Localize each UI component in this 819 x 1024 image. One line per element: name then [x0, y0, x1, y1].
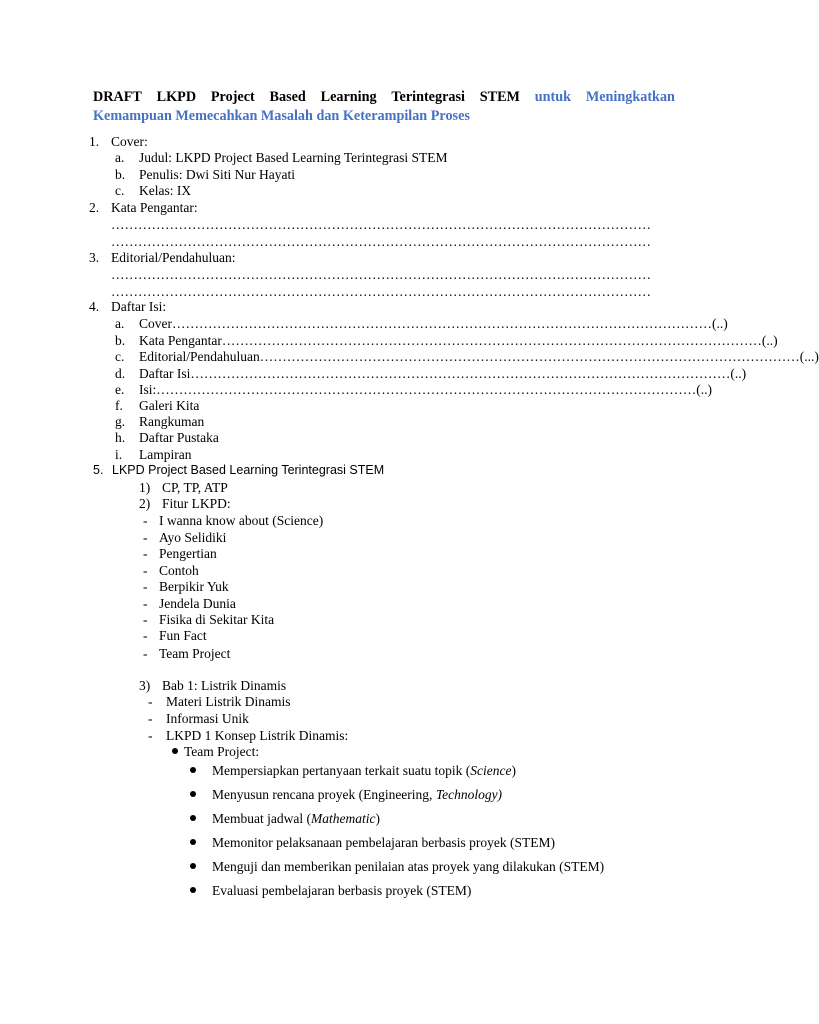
- toc-dots: …………………………………………………………………………………………………………: [259, 349, 800, 364]
- dotted-line: …………………………………………………………………………………………………………: [111, 234, 651, 249]
- bullet-icon: [190, 767, 196, 773]
- toc-entry: [139, 366, 747, 382]
- fitur-item: Ayo Selidiki: [159, 530, 227, 545]
- team-step: [212, 883, 471, 899]
- toc-label: Galeri Kita: [139, 398, 200, 413]
- dash: -: [143, 579, 148, 594]
- bab1-item: Materi Listrik Dinamis: [166, 694, 291, 709]
- team-project-heading: Team Project:: [184, 744, 260, 759]
- dash: -: [143, 563, 148, 578]
- list-number: 1.: [89, 134, 100, 149]
- fitur-item: Fun Fact: [159, 628, 207, 643]
- team-step: [212, 763, 516, 779]
- dash: -: [143, 612, 148, 627]
- sub-letter: h.: [115, 430, 126, 445]
- title-word: Based: [269, 89, 306, 105]
- dash: -: [148, 711, 153, 726]
- toc-dots: …………………………………………………………………………………………………………: [172, 316, 712, 331]
- sub-letter: f.: [115, 398, 123, 413]
- bab1-item: LKPD 1 Konsep Listrik Dinamis:: [166, 728, 349, 743]
- fitur-item: I wanna know about (Science): [159, 513, 324, 528]
- step-emphasis: Mathematic: [310, 811, 376, 826]
- dash: -: [143, 646, 148, 661]
- sub-item-bab1: Bab 1: Listrik Dinamis: [162, 678, 287, 693]
- sub-item-cp: CP, TP, ATP: [162, 480, 228, 495]
- cover-class: Kelas: IX: [139, 183, 192, 198]
- title-word: Learning: [320, 89, 377, 105]
- sub-letter: a.: [115, 150, 125, 165]
- list-number: 2.: [89, 200, 100, 215]
- list-number: 5.: [93, 463, 104, 477]
- team-step: [212, 835, 555, 851]
- dotted-line: …………………………………………………………………………………………………………: [111, 217, 651, 232]
- toc-label: Kata Pengantar: [139, 333, 222, 348]
- title-word: LKPD: [156, 89, 197, 105]
- bullet-icon: [190, 863, 196, 869]
- dash: -: [143, 596, 148, 611]
- cover-title: Judul: LKPD Project Based Learning Terintegrasi STEM: [139, 150, 448, 165]
- section-cover: Cover:: [111, 134, 148, 149]
- sub-letter: i.: [115, 447, 123, 462]
- step-text: ): [511, 763, 517, 778]
- title-word: STEM: [479, 89, 520, 105]
- toc-label: Rangkuman: [139, 414, 205, 429]
- section-kata-pengantar: Kata Pengantar:: [111, 200, 198, 215]
- step-text: ): [375, 811, 380, 826]
- sub-number: 1): [139, 480, 151, 495]
- toc-label: Lampiran: [139, 447, 192, 462]
- toc-label: Daftar Isi: [139, 366, 191, 381]
- dash: -: [148, 728, 153, 743]
- sub-letter: a.: [115, 316, 125, 331]
- toc-entry: [139, 333, 778, 349]
- section-editorial: Editorial/Pendahuluan:: [111, 250, 236, 265]
- fitur-item: Fisika di Sekitar Kita: [159, 612, 275, 627]
- toc-dots: …………………………………………………………………………………………………………: [221, 333, 762, 348]
- dash: -: [143, 530, 148, 545]
- cover-author: Penulis: Dwi Siti Nur Hayati: [139, 167, 295, 182]
- bullet-icon: [190, 791, 196, 797]
- title-word-blue: untuk: [534, 89, 572, 105]
- bab1-item: Informasi Unik: [166, 711, 249, 726]
- step-text: Menguji dan memberikan penilaian atas proyek yang dilakukan (STEM): [212, 859, 605, 874]
- section-lkpd: LKPD Project Based Learning Terintegrasi STEM: [112, 463, 385, 477]
- sub-item-fitur: Fitur LKPD:: [162, 496, 231, 511]
- toc-page: (..): [730, 366, 747, 381]
- fitur-item: Berpikir Yuk: [159, 579, 229, 594]
- step-emphasis: Technology): [435, 787, 503, 802]
- fitur-item: Contoh: [159, 563, 199, 578]
- toc-label: Isi:: [139, 382, 157, 397]
- dash: -: [148, 694, 153, 709]
- toc-page: (..): [696, 382, 713, 397]
- fitur-item: Jendela Dunia: [159, 596, 236, 611]
- toc-dots: …………………………………………………………………………………………………………: [156, 382, 697, 397]
- section-daftar-isi: Daftar Isi:: [111, 299, 167, 314]
- dotted-line: …………………………………………………………………………………………………………: [111, 284, 651, 299]
- sub-letter: d.: [115, 366, 126, 381]
- dotted-line: …………………………………………………………………………………………………………: [111, 267, 651, 282]
- sub-number: 3): [139, 678, 151, 693]
- step-text: Memonitor pelaksanaan pembelajaran berbasis proyek (STEM): [212, 835, 556, 850]
- toc-page: (..): [761, 333, 778, 348]
- team-step: [212, 787, 502, 803]
- bullet-icon: [190, 839, 196, 845]
- list-number: 4.: [89, 299, 100, 314]
- toc-label: Daftar Pustaka: [139, 430, 219, 445]
- step-text: Evaluasi pembelajaran berbasis proyek (STEM): [212, 883, 472, 898]
- dash: -: [143, 546, 148, 561]
- fitur-item: Pengertian: [159, 546, 217, 561]
- team-step: [212, 811, 380, 827]
- step-text: Membuat jadwal (: [212, 811, 311, 826]
- fitur-item: Team Project: [159, 646, 231, 661]
- sub-number: 2): [139, 496, 151, 511]
- sub-letter: c.: [115, 349, 125, 364]
- toc-entry: [139, 382, 713, 398]
- bullet-icon: [190, 815, 196, 821]
- title-word: Project: [210, 89, 255, 105]
- step-emphasis: Science: [470, 763, 512, 778]
- sub-letter: c.: [115, 183, 125, 198]
- bullet-icon: [172, 748, 178, 754]
- sub-letter: b.: [115, 333, 126, 348]
- step-text: Mempersiapkan pertanyaan terkait suatu topik (: [212, 763, 471, 778]
- title-line-1: [93, 88, 675, 107]
- toc-label: Editorial/Pendahuluan: [139, 349, 260, 364]
- dash: -: [143, 513, 148, 528]
- team-step: [212, 859, 604, 875]
- sub-letter: b.: [115, 167, 126, 182]
- list-number: 3.: [89, 250, 100, 265]
- title-word: DRAFT: [93, 89, 142, 105]
- toc-label: Cover: [139, 316, 172, 331]
- toc-entry: [139, 349, 819, 365]
- toc-dots: …………………………………………………………………………………………………………: [190, 366, 731, 381]
- toc-page: (..): [712, 316, 728, 331]
- toc-page: (...): [799, 349, 819, 364]
- title-word: Terintegrasi: [391, 89, 465, 105]
- title-word-blue: Meningkatkan: [585, 89, 675, 105]
- toc-entry: [139, 316, 728, 332]
- bullet-icon: [190, 887, 196, 893]
- step-text: Menyusun rencana proyek (Engineering,: [212, 787, 436, 802]
- document-title: [93, 88, 675, 126]
- dash: -: [143, 628, 148, 643]
- sub-letter: e.: [115, 382, 125, 397]
- sub-letter: g.: [115, 414, 126, 429]
- title-line-2: Kemampuan Memecahkan Masalah dan Keterampilan Proses: [93, 108, 470, 124]
